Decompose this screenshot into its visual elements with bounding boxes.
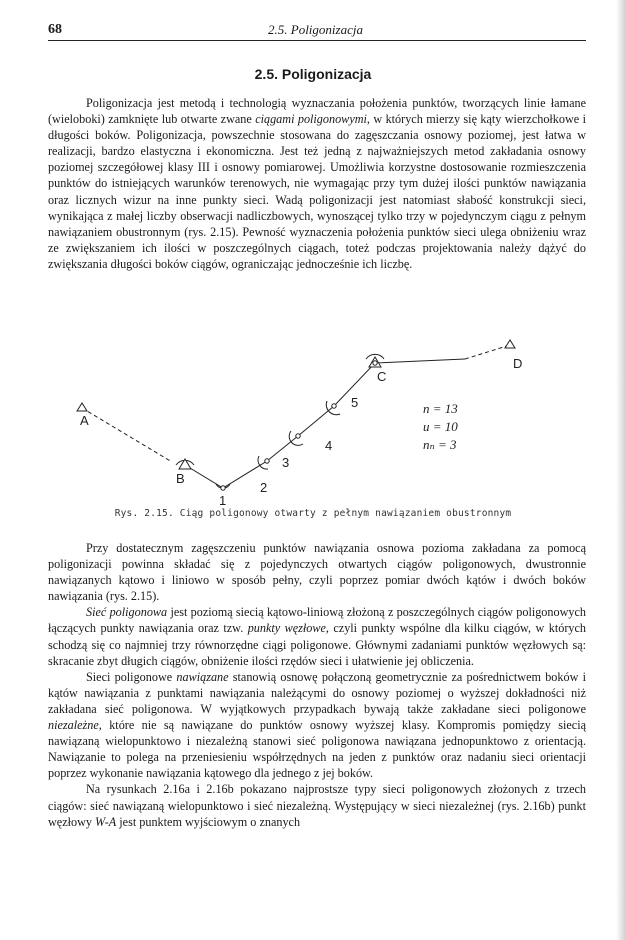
- paragraph-4-part-5: które nie są nawiązane do punktów osnowy wyższej klasy. Kompromis pomiędzy siecią nawiązaną wielopunktowo i niezależną stanowi sieć poligonowa nawiązana jednopunktowo z orientacją. Nawiązanie to polega na przeniesieniu współrzędnych na jeden z punktów oraz nadaniu sieci orientacji poprzez wykonanie nawiązania kątowego dla jednego z jej boków.: [48, 718, 586, 781]
- paragraph-5: [48, 781, 586, 829]
- paragraph-2: Przy dostatecznym zagęszczeniu punktów nawiązania osnowa pozioma zakładana za pomocą poligonizacji powinna składać się z pojedynczych otwartych ciągów poligonowych, dwustronnie nawiązanych kątowo i liniowo w sposób pełny, czyli poprzez pomiar dwóch kątów i dwóch boków nawiązania (rys. 2.15).: [48, 541, 586, 604]
- label-4: 4: [325, 438, 333, 453]
- page-edge-shadow: [616, 0, 626, 940]
- label-5: 5: [351, 395, 359, 410]
- term-w-a: W-A: [95, 814, 117, 829]
- vertex-5: [373, 361, 377, 365]
- label-b: B: [176, 471, 185, 486]
- paragraph-1-part-3: , w których mierzy się kąty wierzchołkowe i długości boków. Poligonizacja, powszechnie stosowana do zagęszczania osnowy poziomej, jest łatwa w realizacji, bardzo elastyczna i ekonomiczna. Jest też jedną z najważniejszych metod zakładania osnowy poziomej szczegółowej klasy III i osnowy pomiarowej. Umożliwia korzystne dostosowanie rozmieszczenia punktów do istniejących warunków terenowych, nie wymagając przy tym dużej ilości punktów nawiązania oraz licznych wizur na inne punkty sieci. Wadą poligonizacji jest natomiast słabość konstrukcji sieci, wynikająca z małej liczby obserwacji nadliczbowych, wynoszącej tylko trzy w pojedynczym ciągu z pełnym nawiązaniem obustronnym (rys. 2.15). Pewność wyznaczenia położenia punktów sieci ulega obniżeniu wraz ze zwiększaniem ich ilości w poszczególnych ciągach, toteż podczas projektowania należy dążyć do zwiększania długości boków ciągów, ograniczając jednocześnie ich liczbę.: [48, 112, 586, 271]
- term-ciagi-poligonowe: ciągami poligonowymi: [255, 112, 367, 127]
- paragraph-1: [48, 95, 586, 272]
- label-d: D: [513, 356, 523, 371]
- paragraph-5-part-3: jest punktem wyjściowym o znanych: [116, 814, 301, 829]
- vertex-2: [265, 459, 269, 463]
- vertex-1: [221, 486, 225, 490]
- paragraph-1-part-1: Poligonizacja jest metodą i technologią wyznaczania położenia punktów, tworzących linie łamane (wieloboki) zamknięte lub otwarte zwane: [48, 96, 586, 127]
- traverse-diagram: [70, 335, 570, 515]
- running-title: 2.5. Poligonizacja: [268, 22, 363, 37]
- triangle-point-d: [505, 340, 515, 348]
- label-3: 3: [282, 455, 290, 470]
- vertex-3: [296, 434, 300, 438]
- dashed-line-c-d: [465, 345, 510, 359]
- paragraph-4-part-1: Sieci poligonowe: [86, 669, 177, 684]
- triangle-point-b: [179, 459, 191, 469]
- term-punkty-wezlowe: punkty węzłowe,: [247, 621, 329, 636]
- label-1: 1: [219, 493, 227, 508]
- paragraph-3-part-4: czyli punkty wspólne dla kilku ciągów, w których schodzą się co najmniej trzy równorzędne ciągi poligonowe. Głównymi zadaniami punktów węzłowych są: skracanie zbyt długich ciągów, obniżenie ilości rzędów sieci i ułatwienie jej obliczenia.: [48, 621, 586, 668]
- paragraph-3-part-2: jest poziomą siecią kątowo-liniową złożoną z poszczególnych ciągów poligonowych łączących punkty nawiązania oraz tzw.: [48, 605, 586, 636]
- label-2: 2: [260, 480, 268, 495]
- paragraph-3: [48, 604, 586, 668]
- stat-nn: nₙ = 3: [423, 437, 457, 452]
- paragraph-4-part-3: stanowią osnowę połączoną geometrycznie za pośrednictwem boków i kątów nawiązania z punktami nawiązania należącymi do osnowy poziomej o wyższej dokładności niż zakładana sieć poligonowa. W wyjątkowych przypadkach bywają także zakładane sieci poligonowe: [48, 669, 587, 716]
- term-siec-poligonowa: Sieć poligonowa: [86, 605, 168, 620]
- figure-traverse: [70, 335, 570, 515]
- figure-caption: Rys. 2.15. Ciąg poligonowy otwarty z pełnym nawiązaniem obustronnym: [114, 508, 512, 519]
- triangle-point-a: [77, 403, 87, 411]
- term-nawiazane: nawiązane: [176, 669, 229, 684]
- vertex-4: [332, 404, 336, 408]
- stat-u: u = 10: [423, 419, 458, 434]
- section-title: 2.5. Poligonizacja: [254, 66, 372, 82]
- stat-n: n = 13: [423, 401, 458, 416]
- dashed-line-a-b: [82, 408, 172, 462]
- intro-text: [48, 95, 586, 272]
- term-niezalezne: niezależne,: [48, 718, 102, 733]
- label-a: A: [80, 413, 89, 428]
- paragraph-4: [48, 669, 586, 782]
- page-number: 68: [48, 22, 62, 37]
- running-header: [48, 22, 586, 41]
- paragraph-5-part-1: Na rysunkach 2.16a i 2.16b pokazano najprostsze typy sieci poligonowych złożonych z trzech ciągów: sieć nawiązaną wielopunktowo i sieć niezależną. Występujący w sieci niezależnej (rys. 2.16b) punkt węzłowy: [48, 782, 586, 829]
- body-text: [48, 540, 586, 830]
- label-c: C: [377, 369, 387, 384]
